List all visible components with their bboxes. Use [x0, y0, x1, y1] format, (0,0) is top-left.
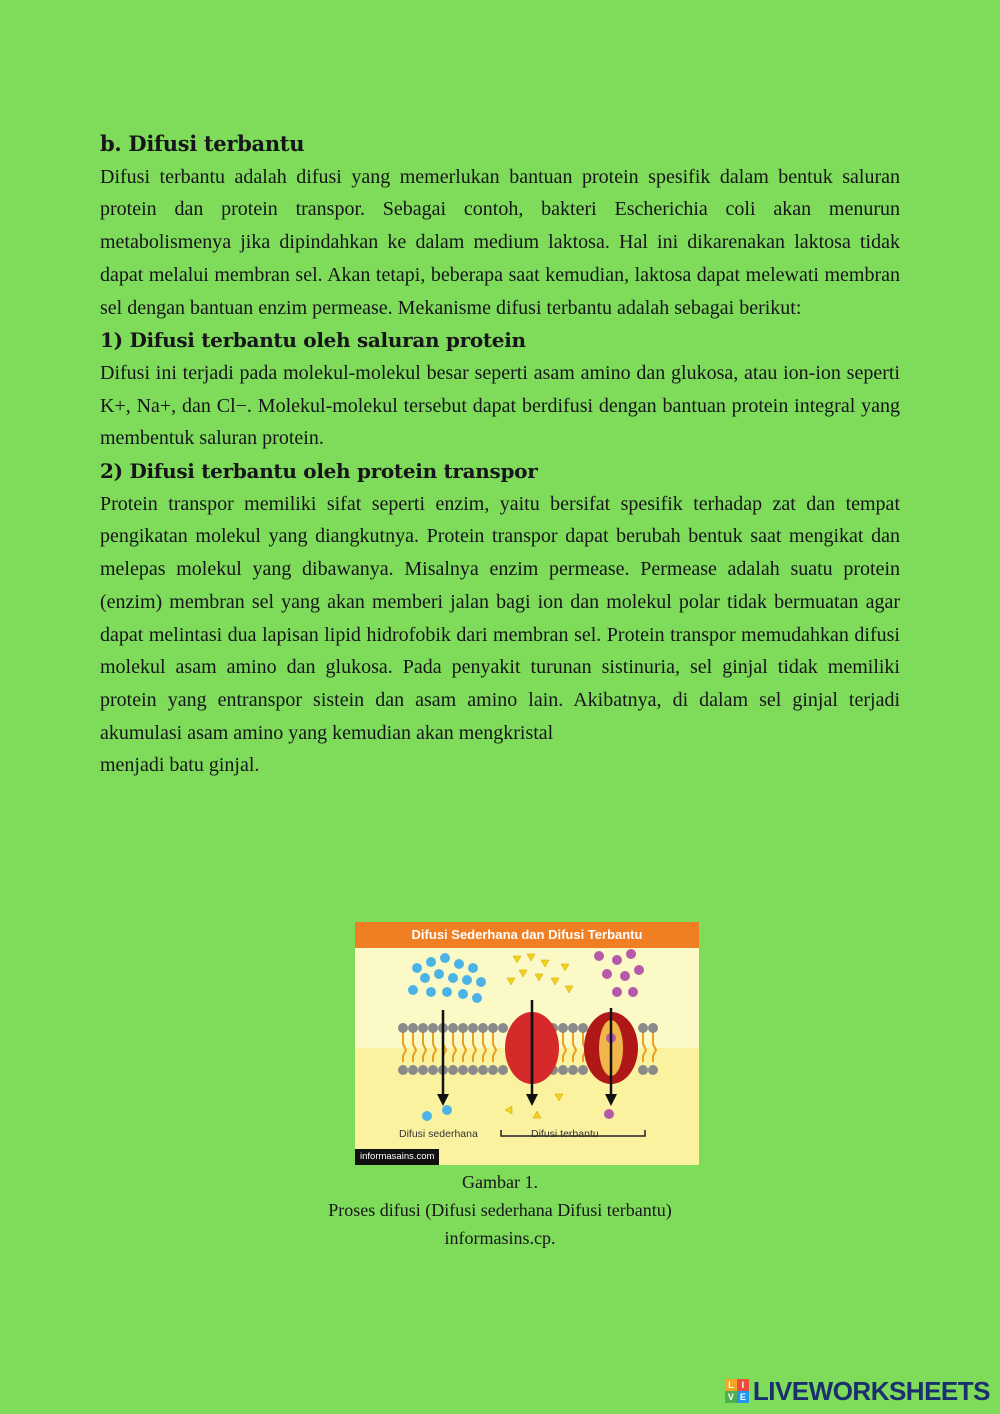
subsection-2-title: 2) Difusi terbantu oleh protein transpor [100, 459, 538, 484]
caption-line-2: Proses difusi (Difusi sederhana Difusi terbantu) [328, 1200, 672, 1220]
diffusion-figure [355, 922, 699, 1165]
subsection-2-last-line: menjadi batu ginjal. [100, 754, 260, 777]
label-simple-diffusion: Difusi sederhana [399, 1128, 478, 1140]
caption-line-1: Gambar 1. [462, 1172, 538, 1192]
liveworksheets-icon [725, 1379, 749, 1403]
logo-square-2: I [737, 1379, 749, 1391]
label-facilitated-diffusion: Difusi terbantu [531, 1128, 599, 1140]
caption-line-3: informasins.cp. [444, 1228, 556, 1248]
logo-square-4: E [737, 1391, 749, 1403]
figure-caption [0, 1168, 1000, 1252]
liveworksheets-logo[interactable] [725, 1376, 990, 1406]
subsection-2-paragraph: Protein transpor memiliki sifat seperti enzim, yaitu bersifat spesifik terhadap zat dan tempat pengikatan molekul yang diangkutnya. Protein transpor dapat berubah bentuk saat mengikat dan melepas molekul yang dibawanya. Misalnya enzim permease. Permease adalah suatu protein (enzim) membran sel yang akan memberi jalan bagi ion dan molekul polar tidak bermuatan agar dapat melintasi dua lapisan lipid hidrofobik dari membran sel. Protein transpor memudahkan difusi molekul asam amino dan glukosa. Pada penyakit turunan sistinuria, sel ginjal tidak memiliki protein yang entranspor sistein dan asam amino lain. Akibatnya, di dalam sel ginjal terjadi akumulasi asam amino yang kemudian akan mengkristal [100, 492, 900, 744]
logo-square-3: V [725, 1391, 737, 1403]
section-title: b. Difusi terbantu [100, 131, 305, 156]
figure-credit: informasains.com [355, 1149, 439, 1165]
liveworksheets-wordmark: LIVEWORKSHEETS [752, 1375, 990, 1406]
intro-paragraph: Difusi terbantu adalah difusi yang memerlukan bantuan protein spesifik dalam bentuk saluran protein dan protein transpor. Sebagai contoh, bakteri Escherichia coli akan menurun metabolismenya jika dipindahkan ke dalam medium laktosa. Hal ini dikarenakan laktosa tidak dapat melalui membran sel. Akan tetapi, beberapa saat kemudian, laktosa dapat melewati membran sel dengan bantuan enzim permease. Mekanisme difusi terbantu adalah sebagai berikut: [100, 165, 900, 319]
figure-header: Difusi Sederhana dan Difusi Terbantu [355, 922, 699, 948]
document-body [100, 128, 900, 782]
logo-square-1: L [725, 1379, 737, 1391]
subsection-1-title: 1) Difusi terbantu oleh saluran protein [100, 328, 526, 353]
subsection-1-paragraph: Difusi ini terjadi pada molekul-molekul besar seperti asam amino dan glukosa, atau ion-ion seperti K+, Na+, dan Cl−. Molekul-molekul tersebut dapat berdifusi dengan bantuan protein integral yang membentuk saluran protein. [100, 361, 900, 450]
